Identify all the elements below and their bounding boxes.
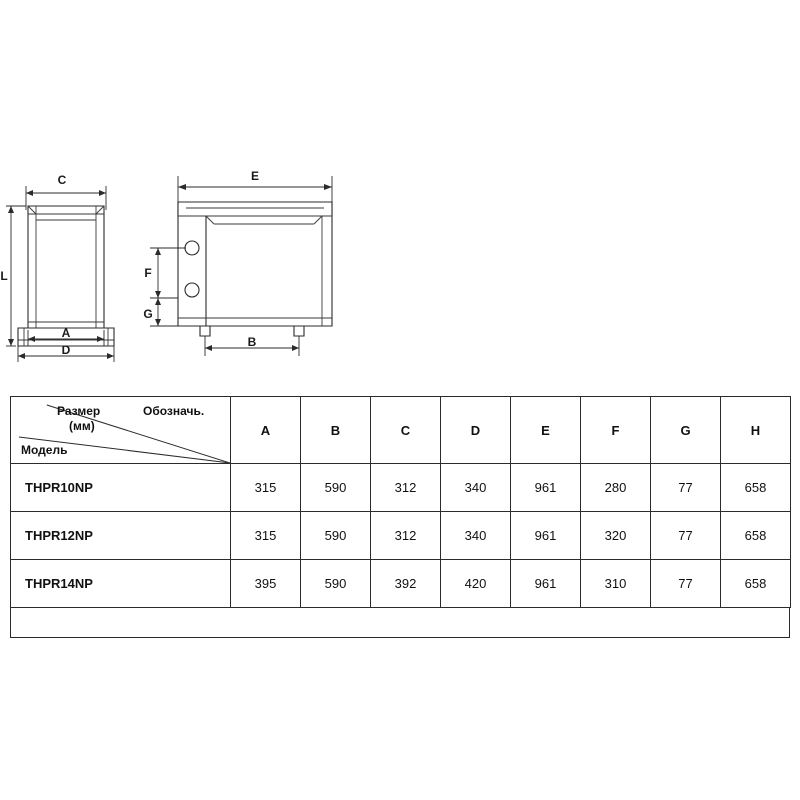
corner-size-unit: (мм) — [69, 419, 95, 433]
column-header-D: D — [441, 397, 511, 464]
cell-D: 340 — [441, 464, 511, 512]
column-header-H: H — [721, 397, 791, 464]
table-row — [11, 512, 791, 560]
dim-label-C: C — [57, 173, 67, 187]
column-header-C: C — [371, 397, 441, 464]
model-name: THPR14NP — [11, 560, 231, 608]
column-header-F: F — [581, 397, 651, 464]
cell-G: 77 — [651, 464, 721, 512]
cell-E: 961 — [511, 560, 581, 608]
cell-H: 658 — [721, 560, 791, 608]
pipe-connection-upper — [185, 241, 199, 255]
corner-designation-label: Обозначь. — [143, 404, 205, 418]
cell-F: 320 — [581, 512, 651, 560]
dim-label-L: L — [0, 269, 8, 283]
model-name: THPR10NP — [11, 464, 231, 512]
table-row — [11, 464, 791, 512]
cell-B: 590 — [301, 560, 371, 608]
dimensions-table-wrap — [10, 396, 790, 638]
cell-H: 658 — [721, 512, 791, 560]
cell-A: 315 — [231, 464, 301, 512]
cell-A: 315 — [231, 512, 301, 560]
side-view-drawing — [0, 173, 114, 362]
table-corner-cell — [11, 397, 231, 464]
cell-D: 420 — [441, 560, 511, 608]
dim-label-D: D — [61, 343, 71, 357]
front-view-drawing — [143, 169, 332, 356]
dimensions-table — [10, 396, 791, 608]
pipe-connection-lower — [185, 283, 199, 297]
column-header-A: A — [231, 397, 301, 464]
model-name: THPR12NP — [11, 512, 231, 560]
cell-G: 77 — [651, 512, 721, 560]
cell-C: 392 — [371, 560, 441, 608]
column-header-B: B — [301, 397, 371, 464]
table-header-row — [11, 397, 791, 464]
cell-H: 658 — [721, 464, 791, 512]
cell-E: 961 — [511, 512, 581, 560]
table-row — [11, 560, 791, 608]
cell-B: 590 — [301, 512, 371, 560]
dim-label-E: E — [250, 169, 260, 183]
cell-F: 310 — [581, 560, 651, 608]
cell-D: 340 — [441, 512, 511, 560]
cell-C: 312 — [371, 512, 441, 560]
dim-label-A: A — [61, 326, 71, 340]
cell-B: 590 — [301, 464, 371, 512]
cell-A: 395 — [231, 560, 301, 608]
table-footer-space — [10, 608, 790, 638]
dim-label-G: G — [143, 307, 153, 321]
dim-label-B: B — [247, 335, 257, 349]
cell-E: 961 — [511, 464, 581, 512]
dim-label-F: F — [144, 266, 152, 280]
drawings-area — [0, 150, 800, 390]
cell-C: 312 — [371, 464, 441, 512]
column-header-G: G — [651, 397, 721, 464]
column-header-E: E — [511, 397, 581, 464]
corner-model-label: Модель — [21, 443, 68, 457]
corner-size-label: Размер — [57, 404, 101, 418]
cell-F: 280 — [581, 464, 651, 512]
cell-G: 77 — [651, 560, 721, 608]
